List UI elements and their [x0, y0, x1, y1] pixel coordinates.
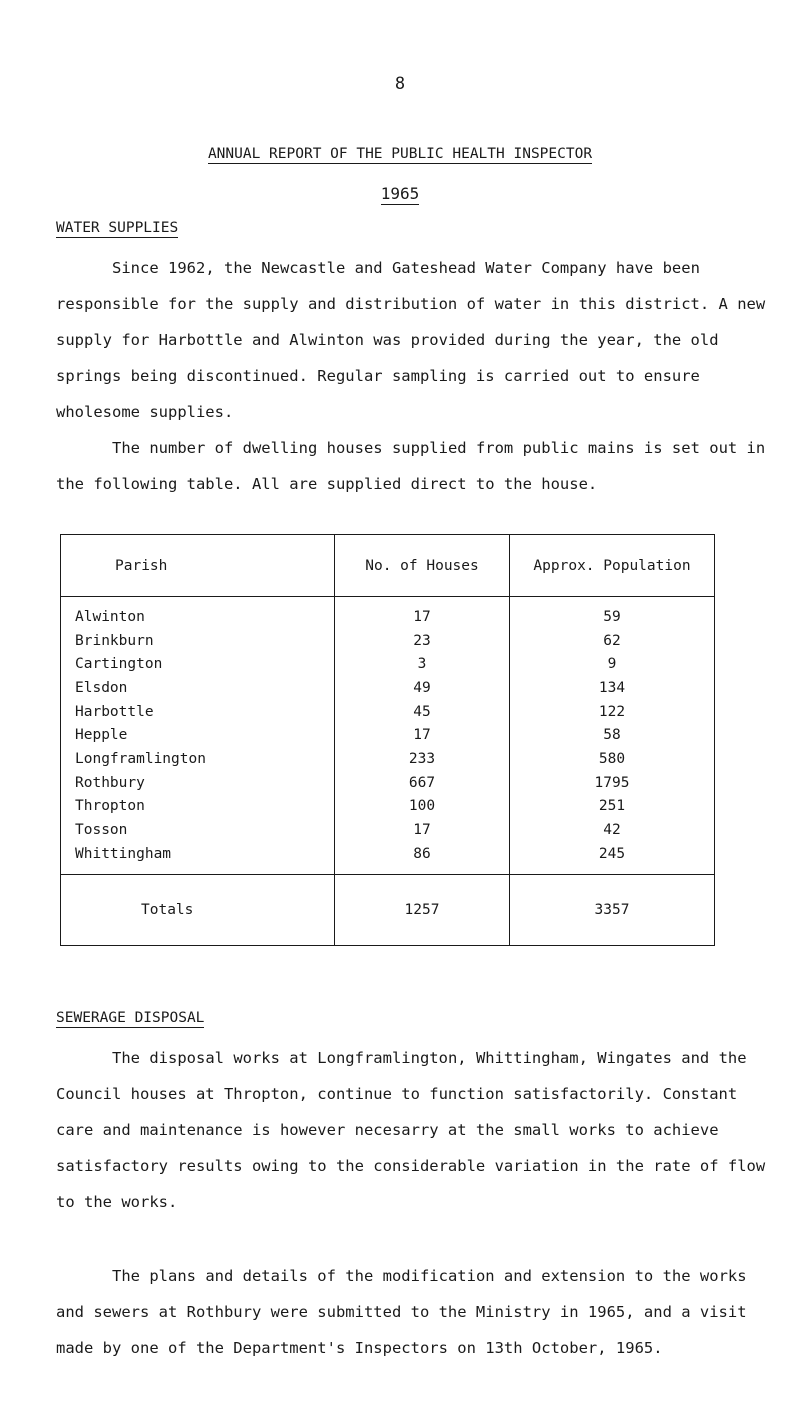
cell-population: 251 — [510, 795, 715, 819]
cell-houses: 23 — [335, 629, 510, 653]
report-title-text: ANNUAL REPORT OF THE PUBLIC HEALTH INSPECTOR — [207, 146, 593, 162]
cell-population: 245 — [510, 842, 715, 874]
cell-parish: Rothbury — [61, 771, 335, 795]
header-parish: Parish — [61, 535, 335, 597]
cell-houses: 49 — [335, 676, 510, 700]
cell-houses: 45 — [335, 700, 510, 724]
water-paragraph-2 — [56, 430, 800, 502]
cell-parish: Longframlington — [61, 747, 335, 771]
cell-parish: Elsdon — [61, 676, 335, 700]
report-title — [0, 146, 800, 162]
totals-population: 3357 — [510, 874, 715, 945]
cell-population: 9 — [510, 652, 715, 676]
cell-population: 134 — [510, 676, 715, 700]
table-row — [61, 676, 715, 700]
table-header-row — [61, 535, 715, 597]
sewerage-paragraph-2-text: The plans and details of the modification and extension to the works and sewers at Rothbury were submitted to the Ministry in 1965, and a visit made by one of the Department's Inspectors on 13th October, 1965. — [56, 1267, 747, 1357]
page-number: 8 — [394, 74, 406, 94]
table-row — [61, 629, 715, 653]
cell-population: 62 — [510, 629, 715, 653]
header-houses: No. of Houses — [335, 535, 510, 597]
sewerage-paragraph-2 — [56, 1258, 776, 1366]
cell-population: 122 — [510, 700, 715, 724]
cell-parish: Cartington — [61, 652, 335, 676]
cell-houses: 3 — [335, 652, 510, 676]
table-row — [61, 818, 715, 842]
cell-population: 42 — [510, 818, 715, 842]
table-row — [61, 597, 715, 629]
table-row — [61, 771, 715, 795]
water-paragraph-2-text: The number of dwelling houses supplied from public mains is set out in the following table. All are supplied direct to the house. — [56, 439, 766, 493]
totals-houses: 1257 — [335, 874, 510, 945]
table-row — [61, 700, 715, 724]
sewerage-paragraph-1-text: The disposal works at Longframlington, Whittingham, Wingates and the Council houses at Thropton, continue to function satisfactorily. Constant care and maintenance is however necesarry at the small works to achieve satisfactory results owing to the considerable variation in the rate of flow to the works. — [56, 1049, 766, 1211]
table-row — [61, 842, 715, 874]
totals-label: Totals — [61, 874, 335, 945]
cell-houses: 17 — [335, 818, 510, 842]
cell-population: 580 — [510, 747, 715, 771]
cell-population: 59 — [510, 597, 715, 629]
sewerage-paragraph-1 — [56, 1040, 776, 1220]
cell-parish: Whittingham — [61, 842, 335, 874]
table-row — [61, 795, 715, 819]
water-paragraph-1-text: Since 1962, the Newcastle and Gateshead Water Company have been responsible for the supply and distribution of water in this district. A new supply for Harbottle and Alwinton was provided during the year, the old springs being discontinued. Regular sampling is carried out to ensure wholesome supplies. — [56, 259, 766, 421]
cell-houses: 17 — [335, 723, 510, 747]
houses-table — [60, 534, 715, 946]
totals-row — [61, 874, 715, 945]
header-population: Approx. Population — [510, 535, 715, 597]
cell-houses: 233 — [335, 747, 510, 771]
cell-houses: 17 — [335, 597, 510, 629]
sewerage-disposal-heading-text: SEWERAGE DISPOSAL — [56, 1010, 205, 1026]
water-supplies-heading — [56, 220, 178, 236]
sewerage-disposal-heading — [56, 1010, 204, 1026]
cell-parish: Harbottle — [61, 700, 335, 724]
report-year-text: 1965 — [380, 184, 420, 203]
water-paragraph-1 — [56, 250, 776, 430]
table-row — [61, 723, 715, 747]
cell-parish: Brinkburn — [61, 629, 335, 653]
cell-population: 1795 — [510, 771, 715, 795]
cell-houses: 86 — [335, 842, 510, 874]
cell-population: 58 — [510, 723, 715, 747]
cell-parish: Thropton — [61, 795, 335, 819]
cell-parish: Hepple — [61, 723, 335, 747]
cell-parish: Alwinton — [61, 597, 335, 629]
table-row — [61, 747, 715, 771]
cell-houses: 667 — [335, 771, 510, 795]
cell-parish: Tosson — [61, 818, 335, 842]
report-year — [0, 184, 800, 203]
water-supply-table — [60, 534, 714, 964]
table-row — [61, 652, 715, 676]
water-supplies-heading-text: WATER SUPPLIES — [56, 220, 179, 236]
cell-houses: 100 — [335, 795, 510, 819]
